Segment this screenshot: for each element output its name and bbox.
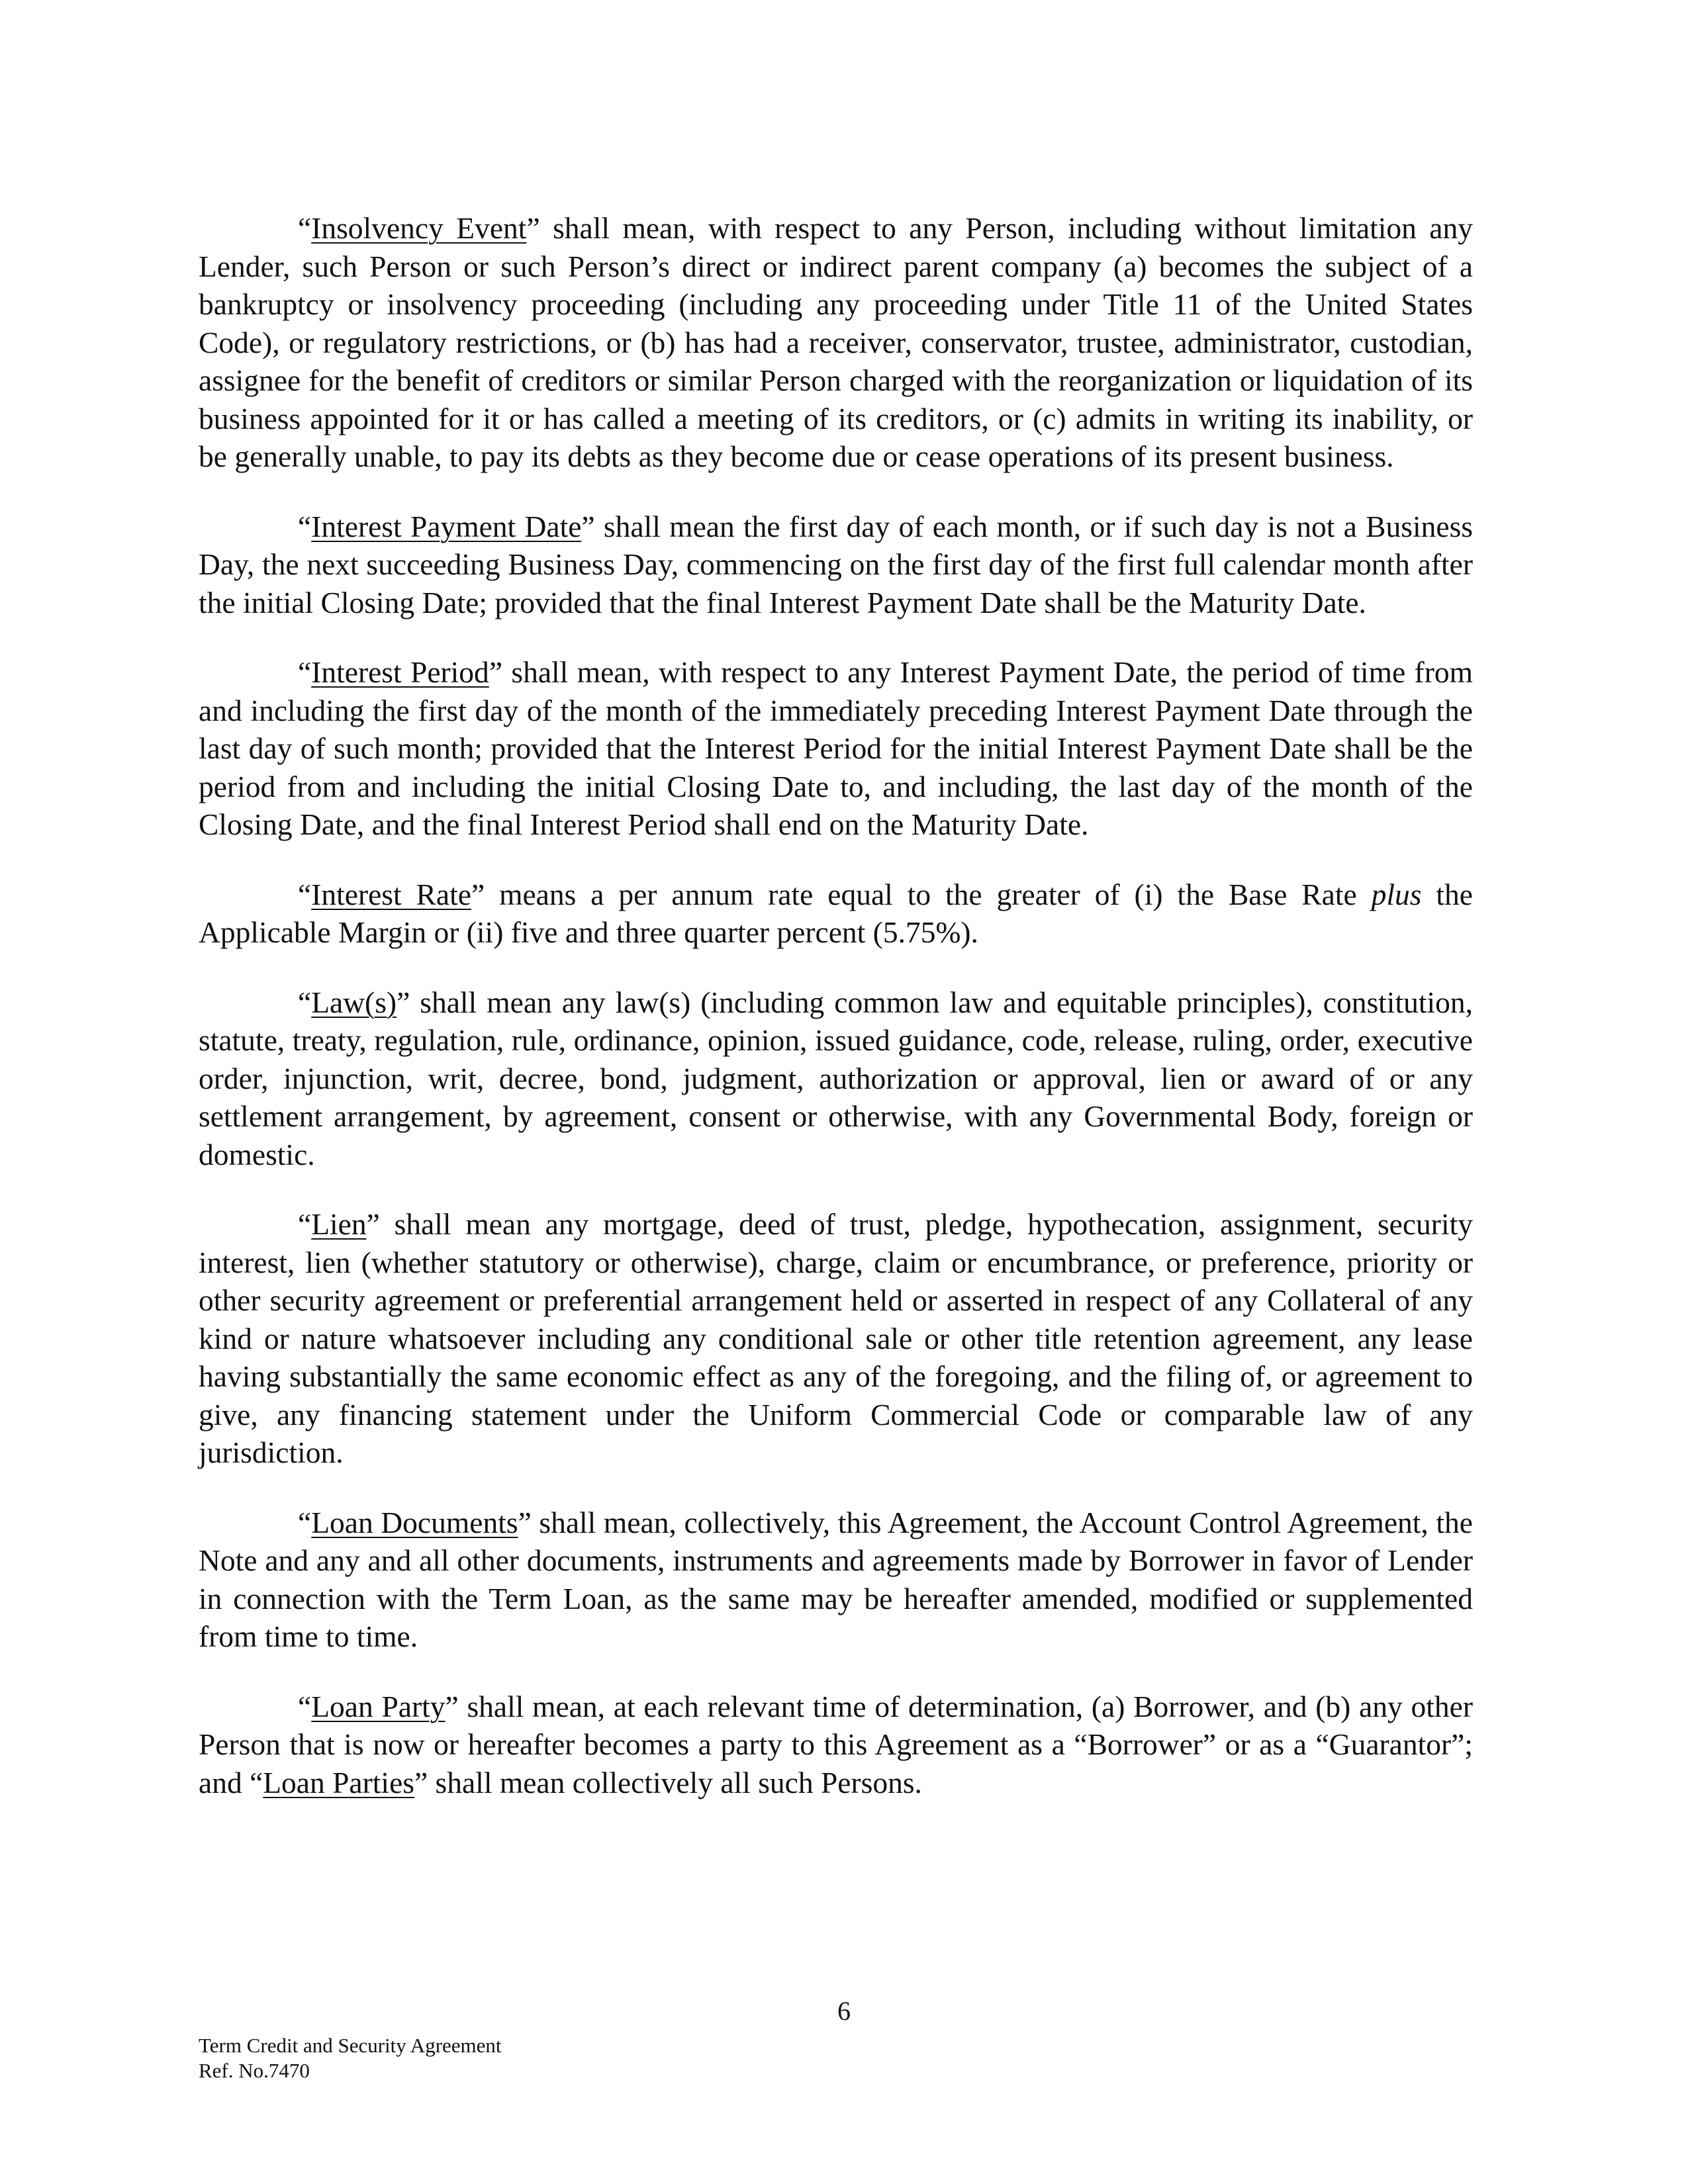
italic-word: plus	[1371, 877, 1422, 911]
definition-interest-rate: “Interest Rate” means a per annum rate equal to the greater of (i) the Base Rate plus the Applicable Margin or (ii) five and three quarter percent (5.75%).	[199, 877, 1473, 949]
footer-reference-number: Ref. No.7470	[199, 2059, 310, 2082]
definition-text: ” shall mean any mortgage, deed of trust, pledge, hypothecation, assignment, security interest, lien (whether statutory or otherwise), charge, claim or encumbrance, or preference, priority or other security agreement or preferential arrangement held or asserted in respect of any Collateral of any kind or nature whatsoever including any conditional sale or other title retention agreement, any lease having substantially the same economic effect as any of the foregoing, and the filing of, or agreement to give, any financing statement under the Uniform Commercial Code or comparable law of any jurisdiction.	[199, 1207, 1473, 1469]
defined-term: Lien	[311, 1207, 367, 1241]
definition-loan-party: “Loan Party” shall mean, at each relevant time of determination, (a) Borrower, and (b) any other Person that is now or hereafter becomes a party to this Agreement as a “Borrower” or as a “Guarantor”; and “Loan Parties” shall mean collectively all such Persons.	[199, 1689, 1473, 1799]
defined-term: Loan Documents	[311, 1505, 518, 1539]
definition-text: ” shall mean the first day of each month, or if such day is not a Business Day, the next succeeding Business Day, commencing on the first day of the first full calendar month after the initial Closing Date; provided that the final Interest Payment Date shall be the Maturity Date.	[199, 509, 1473, 619]
page-number: 6	[837, 1996, 851, 2026]
footer-document-title: Term Credit and Security Agreement	[199, 2034, 502, 2057]
definition-loan-documents: “Loan Documents” shall mean, collectively, this Agreement, the Account Control Agreement, the Note and any and all other documents, instruments and agreements made by Borrower in favor of Lender in connection with the Term Loan, as the same may be hereafter amended, modified or supplemented from time to time.	[199, 1505, 1473, 1653]
definitions-section	[199, 209, 1473, 1833]
definition-interest-period: “Interest Period” shall mean, with respect to any Interest Payment Date, the period of time from and including the first day of the month of the immediately preceding Interest Payment Date through the last day of such month; provided that the Interest Period for the initial Interest Payment Date shall be the period from and including the initial Closing Date to, and including, the last day of the month of the Closing Date, and the final Interest Period shall end on the Maturity Date.	[199, 655, 1473, 841]
defined-term: Loan Parties	[263, 1765, 414, 1799]
defined-term: Insolvency Event	[311, 211, 527, 245]
definition-text: ” shall mean collectively all such Persons.	[414, 1765, 922, 1799]
defined-term: Law(s)	[311, 985, 397, 1019]
defined-term: Interest Rate	[311, 877, 471, 911]
definition-text: ” shall mean, with respect to any Person, including without limitation any Lender, such Person or such Person’s direct or indirect parent company (a) becomes the subject of a bankruptcy or insolvency proceeding (including any proceeding under Title 11 of the United States Code), or regulatory restrictions, or (b) has had a receiver, conservator, trustee, administrator, custodian, assignee for the benefit of creditors or similar Person charged with the reorganization or liquidation of its business appointed for it or has called a meeting of its creditors, or (c) admits in writing its inability, or be generally unable, to pay its debts as they become due or cease operations of its present business.	[199, 211, 1473, 473]
definition-text: the Applicable Margin or (ii) five and three quarter percent (5.75%).	[199, 877, 1473, 949]
definition-text: ” shall mean, with respect to any Interest Payment Date, the period of time from and including the first day of the month of the immediately preceding Interest Payment Date through the last day of such month; provided that the Interest Period for the initial Interest Payment Date shall be the period from and including the initial Closing Date to, and including, the last day of the month of the Closing Date, and the final Interest Period shall end on the Maturity Date.	[199, 655, 1473, 841]
definition-insolvency-event: “Insolvency Event” shall mean, with respect to any Person, including without limitation any Lender, such Person or such Person’s direct or indirect parent company (a) becomes the subject of a bankruptcy or insolvency proceeding (including any proceeding under Title 11 of the United States Code), or regulatory restrictions, or (b) has had a receiver, conservator, trustee, administrator, custodian, assignee for the benefit of creditors or similar Person charged with the reorganization or liquidation of its business appointed for it or has called a meeting of its creditors, or (c) admits in writing its inability, or be generally unable, to pay its debts as they become due or cease operations of its present business.	[199, 211, 1473, 473]
definition-interest-payment-date: “Interest Payment Date” shall mean the first day of each month, or if such day is not a Business Day, the next succeeding Business Day, commencing on the first day of the first full calendar month after the initial Closing Date; provided that the final Interest Payment Date shall be the Maturity Date.	[199, 509, 1473, 619]
definition-text: ” shall mean any law(s) (including common law and equitable principles), constitution, statute, treaty, regulation, rule, ordinance, opinion, issued guidance, code, release, ruling, order, executive order, injunction, writ, decree, bond, judgment, authorization or approval, lien or award of or any settlement arrangement, by agreement, consent or otherwise, with any Governmental Body, foreign or domestic.	[199, 985, 1473, 1171]
footer	[199, 2033, 502, 2083]
definition-text: ” means a per annum rate equal to the greater of (i) the Base Rate	[471, 877, 1372, 911]
definition-laws: “Law(s)” shall mean any law(s) (including common law and equitable principles), constitution, statute, treaty, regulation, rule, ordinance, opinion, issued guidance, code, release, ruling, order, executive order, injunction, writ, decree, bond, judgment, authorization or approval, lien or award of or any settlement arrangement, by agreement, consent or otherwise, with any Governmental Body, foreign or domestic.	[199, 985, 1473, 1171]
defined-term: Interest Payment Date	[311, 509, 582, 543]
definition-lien: “Lien” shall mean any mortgage, deed of trust, pledge, hypothecation, assignment, security interest, lien (whether statutory or otherwise), charge, claim or encumbrance, or preference, priority or other security agreement or preferential arrangement held or asserted in respect of any Collateral of any kind or nature whatsoever including any conditional sale or other title retention agreement, any lease having substantially the same economic effect as any of the foregoing, and the filing of, or agreement to give, any financing statement under the Uniform Commercial Code or comparable law of any jurisdiction.	[199, 1207, 1473, 1469]
definition-text: ” shall mean, collectively, this Agreement, the Account Control Agreement, the Note and any and all other documents, instruments and agreements made by Borrower in favor of Lender in connection with the Term Loan, as the same may be hereafter amended, modified or supplemented from time to time.	[199, 1505, 1473, 1653]
definition-text: ” shall mean, at each relevant time of determination, (a) Borrower, and (b) any other Person that is now or hereafter becomes a party to this Agreement as a “Borrower” or as a “Guarantor”; and “	[199, 1689, 1473, 1799]
defined-term: Loan Party	[311, 1689, 445, 1723]
defined-term: Interest Period	[311, 655, 489, 689]
